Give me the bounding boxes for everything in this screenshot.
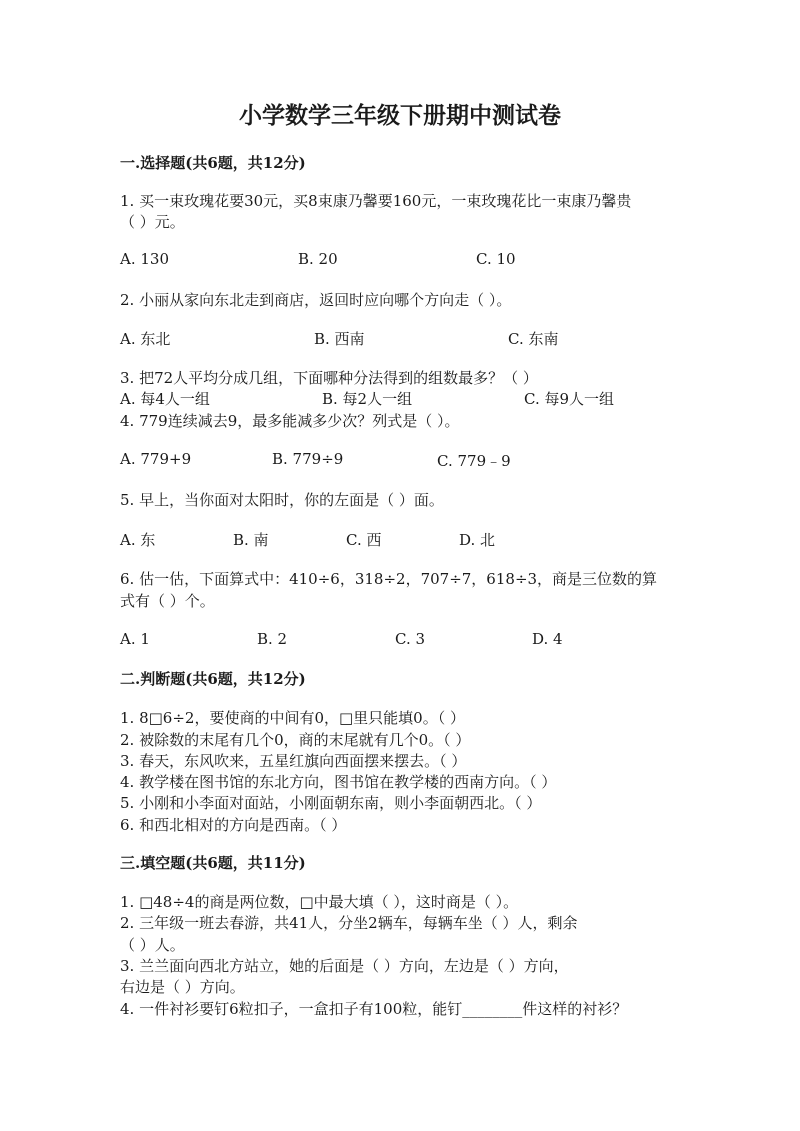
question-line: 3. 春天，东风吹来，五星红旗向西面摆来摆去。（ ） (120, 752, 467, 770)
question-line: 2. 小丽从家向东北走到商店，返回时应向哪个方向走（ ）。 (120, 291, 512, 309)
question-line: 3. 兰兰面向西北方站立，她的后面是（ ）方向，左边是（ ）方向， (120, 957, 569, 975)
question-line: 1. 8□6÷2，要使商的中间有0，□里只能填0。（ ） (120, 709, 465, 727)
question-line: 6. 和西北相对的方向是西南。（ ） (120, 816, 347, 834)
option: C. 西 (346, 531, 382, 549)
option: B. 每2人一组 (322, 390, 413, 408)
option: B. 779÷9 (272, 450, 344, 468)
option: C. 779﹣9 (437, 452, 511, 470)
option: A. 779+9 (120, 450, 192, 468)
question-line: 4. 779连续减去9，最多能减多少次？列式是（ ）。 (120, 412, 460, 430)
option: B. 2 (257, 630, 288, 648)
question-line: 5. 小刚和小李面对面站，小刚面朝东南，则小李面朝西北。（ ） (120, 794, 542, 812)
option: B. 西南 (314, 330, 365, 348)
question-line: 5. 早上，当你面对太阳时，你的左面是（ ）面。 (120, 491, 444, 509)
question-line: 2. 被除数的末尾有几个0，商的末尾就有几个0。（ ） (120, 731, 471, 749)
question-line: 3. 把72人平均分成几组，下面哪种分法得到的组数最多？（ ） (120, 369, 538, 387)
section-heading-fill-in: 三.填空题(共6题，共11分) (120, 854, 306, 872)
option: A. 1 (120, 630, 150, 648)
option: D. 4 (532, 630, 563, 648)
option: C. 10 (476, 250, 516, 268)
section-heading-choice: 一.选择题(共6题，共12分) (120, 154, 306, 172)
option: C. 东南 (508, 330, 559, 348)
page-title: 小学数学三年级下册期中测试卷 (239, 102, 561, 129)
question-line: 2. 三年级一班去春游，共41人，分坐2辆车，每辆车坐（ ）人，剩余 (120, 914, 578, 932)
question-line: 1. □48÷4的商是两位数，□中最大填（ ），这时商是（ ）。 (120, 893, 519, 911)
question-line: （ ）元。 (120, 213, 185, 231)
section-heading-judgment: 二.判断题(共6题，共12分) (120, 670, 306, 688)
question-line: （ ）人。 (120, 936, 185, 954)
option: B. 南 (233, 531, 269, 549)
question-line: 6. 估一估，下面算式中：410÷6，318÷2，707÷7，618÷3，商是三位数的算 (120, 570, 658, 588)
option: A. 东北 (120, 330, 171, 348)
question-line: 右边是（ ）方向。 (120, 978, 245, 996)
option: A. 每4人一组 (120, 390, 210, 408)
option: A. 130 (120, 250, 169, 268)
option: C. 每9人一组 (524, 390, 615, 408)
option: D. 北 (459, 531, 496, 549)
question-line: 式有（ ）个。 (120, 592, 215, 610)
option: C. 3 (395, 630, 426, 648)
question-line: 4. 一件衬衫要钉6粒扣子，一盒扣子有100粒，能钉________件这样的衬衫？ (120, 1000, 628, 1018)
option: A. 东 (120, 531, 156, 549)
option: B. 20 (298, 250, 338, 268)
question-line: 1. 买一束玫瑰花要30元，买8束康乃馨要160元，一束玫瑰花比一束康乃馨贵 (120, 192, 632, 210)
question-line: 4. 教学楼在图书馆的东北方向，图书馆在教学楼的西南方向。（ ） (120, 773, 557, 791)
